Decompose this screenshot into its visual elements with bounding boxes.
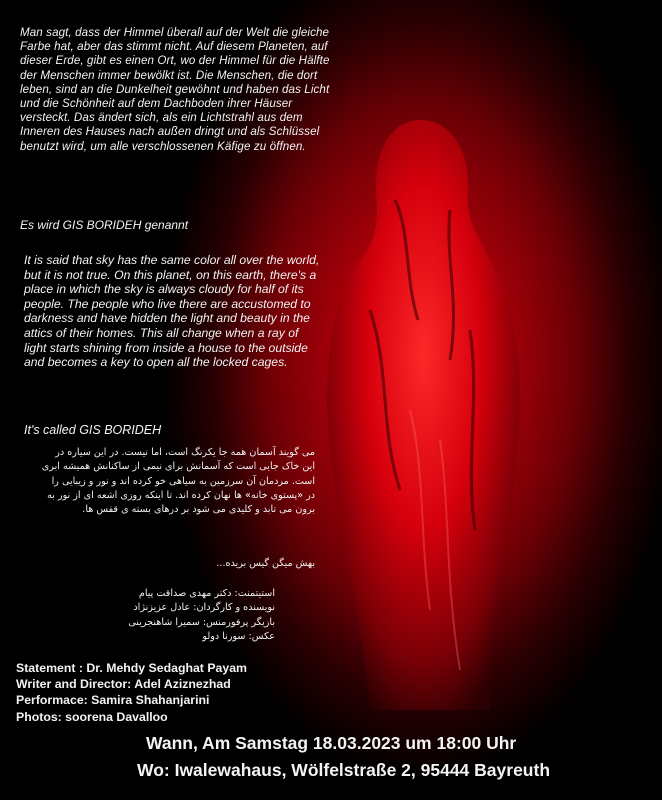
persian-credit-photos: عکس: سورنا دولو <box>202 630 275 642</box>
persian-credit-statement: استیتمنت: دکتر مهدی صداقت پیام <box>138 588 275 599</box>
credit-photos: Photos: soorena Davalloo <box>16 709 168 724</box>
credit-performance: Performace: Samira Shahanjarini <box>16 693 210 708</box>
persian-credit-writer: نویسنده و کارگردان: عادل عزیزنژاد <box>133 602 275 614</box>
german-description: Man sagt, dass der Himmel überall auf der Welt die gleiche Farbe hat, aber das stimmt nicht. Auf diesem Planeten, auf dieser Erde, gibt es einen Ort, wo der Himmel für die Hälfte der Menschen immer bewölkt ist. Die Menschen, die dort leben, sind an die Dunkelheit gewöhnt und haben das Licht und die Schönheit auf dem Dachboden ihrer Häuser versteckt. Das ändert sich, als ein Lichtstrahl aus dem Inneren des Hauses nach außen dringt und als Schlüssel benutzt wird, um alle verschlossenen Käfige zu öffnen. <box>20 26 330 153</box>
veiled-figure-photo <box>300 110 540 710</box>
event-location: Wo: Iwalewahaus, Wölfelstraße 2, 95444 Bayreuth <box>137 760 551 780</box>
english-title-line: It's called GIS BORIDEH <box>24 423 162 437</box>
persian-credit-performer: بازیگر پرفورمنس: سمیرا شاهنجرینی <box>128 616 275 628</box>
german-title-line: Es wird GIS BORIDEH genannt <box>20 218 189 232</box>
persian-credits <box>40 587 275 644</box>
persian-title-line: بهش میگن گیس بریده... <box>216 558 315 569</box>
english-description: It is said that sky has the same color all over the world, but it is not true. On this planet, on this earth, there's a place in which the sky is always cloudy for half of its people. The people who live there are accustomed to darkness and have hidden the light and beauty in the attics of their homes. This all change when a ray of light starts shining from inside a house to the outside and becomes a key to open all the locked cages. <box>24 253 320 370</box>
event-date-time: Wann, Am Samstag 18.03.2023 um 18:00 Uhr <box>146 733 517 753</box>
persian-description: می گویند آسمان همه جا یکرنگ است، اما نیست. در این سیاره در این خاک جایی است که آسمانش برای نیمی از ساکنانش همیشه ابری است. مردمان آن سرزمین به سیاهی خو کرده اند و نور و زیبایی را در «پستوی خانه» ها نهان کرده اند. تا اینکه روزی اشعه ای از نور به برون می تابد و کلیدی می شود بر درهای بسته ی قفس ها. <box>41 447 315 516</box>
english-credits <box>16 660 247 725</box>
credit-writer-director: Writer and Director: Adel Aziznezhad <box>16 677 231 692</box>
credit-statement: Statement : Dr. Mehdy Sedaghat Payam <box>16 661 247 675</box>
